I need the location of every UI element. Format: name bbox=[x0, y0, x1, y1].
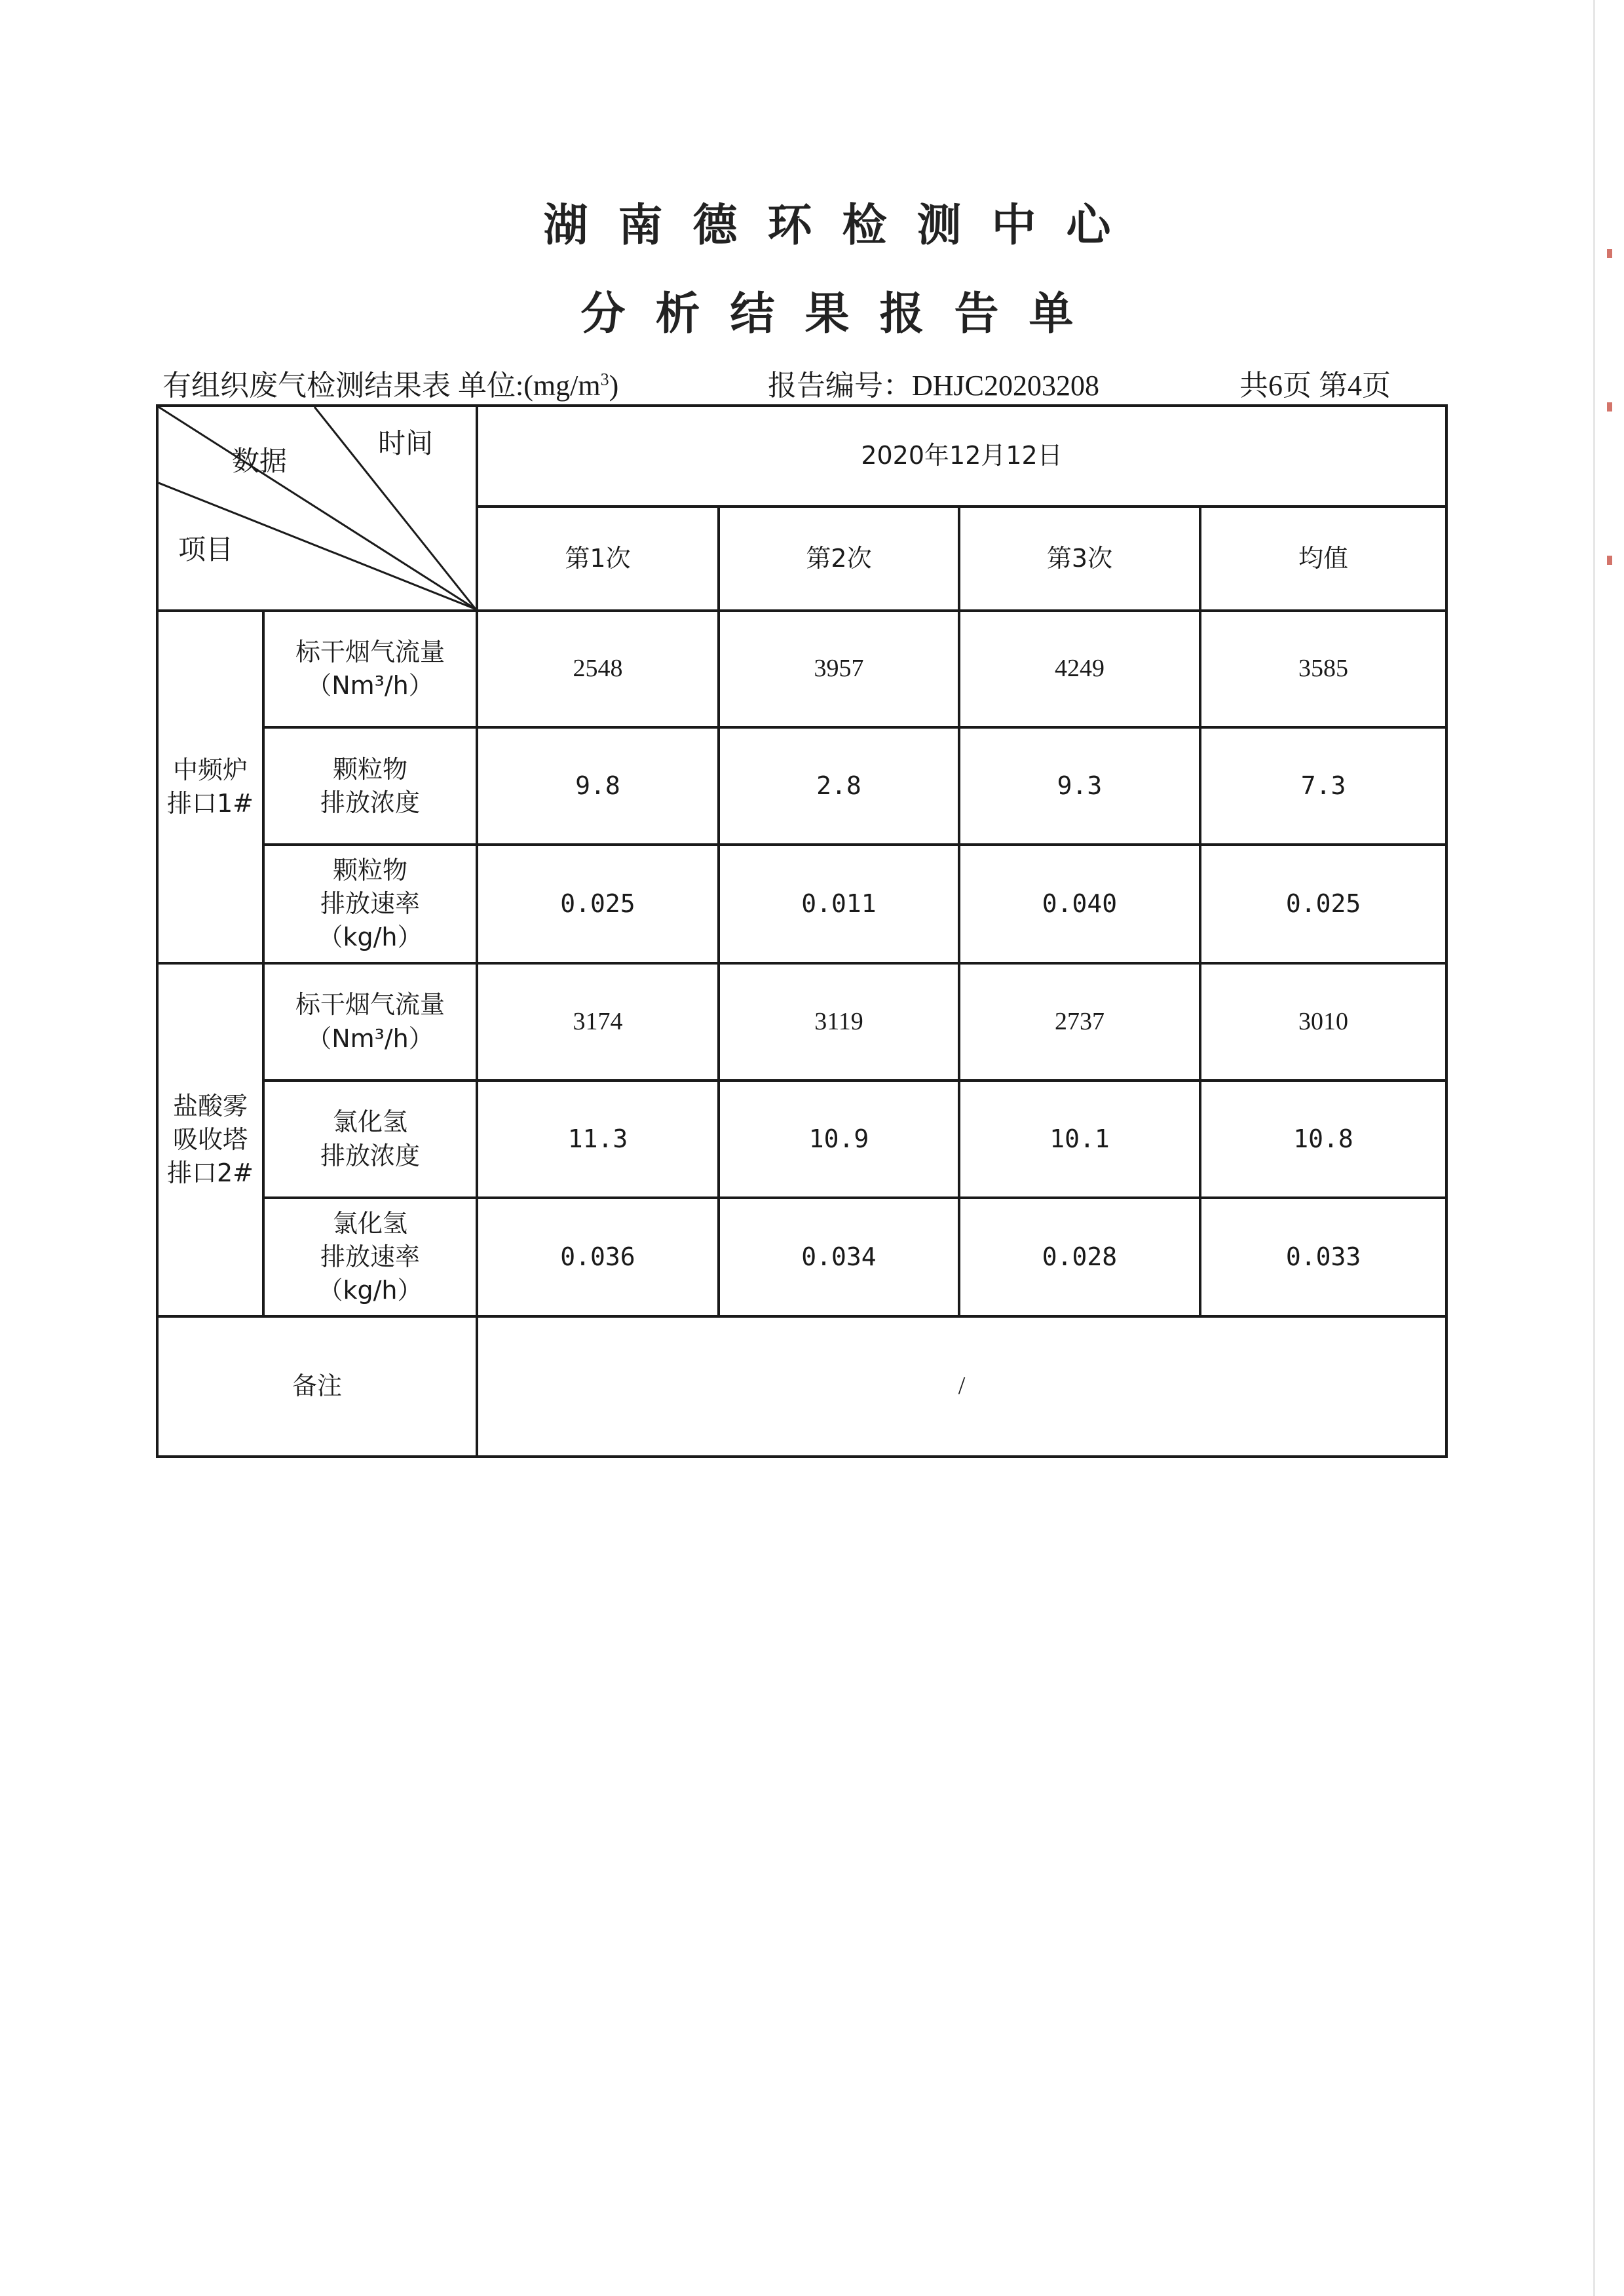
value-cell: 0.025 bbox=[477, 845, 719, 963]
document-title: 分析结果报告单 bbox=[580, 288, 1104, 340]
value-cell: 10.8 bbox=[1200, 1081, 1446, 1198]
column-header: 第1次 bbox=[477, 507, 719, 611]
value-cell: 10.9 bbox=[719, 1081, 959, 1198]
corner-time-label: 时间 bbox=[378, 427, 434, 459]
value-cell: 3585 bbox=[1200, 611, 1446, 728]
parameter-label-cell: 标干烟气流量 （Nm³/h） bbox=[263, 611, 477, 728]
value-cell: 0.028 bbox=[959, 1198, 1200, 1316]
value-cell: 2548 bbox=[477, 611, 719, 728]
table-row bbox=[157, 611, 1446, 728]
results-table bbox=[156, 404, 1448, 1458]
value-cell: 3119 bbox=[719, 963, 959, 1081]
table-row bbox=[157, 845, 1446, 963]
value-cell: 0.033 bbox=[1200, 1198, 1446, 1316]
table-row bbox=[157, 727, 1446, 845]
corner-item-label: 项目 bbox=[178, 533, 234, 565]
table-row bbox=[157, 963, 1446, 1081]
parameter-label-cell: 颗粒物 排放速率 （kg/h） bbox=[263, 845, 477, 963]
value-cell: 10.1 bbox=[959, 1081, 1200, 1198]
value-cell: 0.040 bbox=[959, 845, 1200, 963]
value-cell: 0.011 bbox=[719, 845, 959, 963]
report-number: 报告编号：DHJC20203208 bbox=[768, 370, 1100, 402]
parameter-label-cell: 氯化氢 排放速率 （kg/h） bbox=[263, 1198, 477, 1316]
corner-data-label: 数据 bbox=[232, 445, 288, 477]
column-header: 第2次 bbox=[719, 507, 959, 611]
value-cell: 0.025 bbox=[1200, 845, 1446, 963]
value-cell: 3174 bbox=[477, 963, 719, 1081]
remark-label: 备注 bbox=[157, 1316, 477, 1457]
value-cell: 9.8 bbox=[477, 727, 719, 845]
table-row bbox=[157, 1198, 1446, 1316]
organization-title: 湖南德环检测中心 bbox=[543, 199, 1141, 252]
table-row bbox=[157, 1081, 1446, 1198]
corner-header-cell bbox=[157, 406, 477, 611]
parameter-label-cell: 标干烟气流量 （Nm³/h） bbox=[263, 963, 477, 1081]
value-cell: 2.8 bbox=[719, 727, 959, 845]
value-cell: 0.034 bbox=[719, 1198, 959, 1316]
unit-superscript: 3 bbox=[600, 370, 609, 389]
value-cell: 11.3 bbox=[477, 1081, 719, 1198]
value-cell: 3957 bbox=[719, 611, 959, 728]
value-cell: 0.036 bbox=[477, 1198, 719, 1316]
group-name-cell: 盐酸雾 吸收塔 排口2# bbox=[157, 963, 263, 1316]
value-cell: 9.3 bbox=[959, 727, 1200, 845]
date-header: 2020年12月12日 bbox=[477, 406, 1446, 507]
value-cell: 7.3 bbox=[1200, 727, 1446, 845]
page-count: 共6页 第4页 bbox=[1239, 370, 1391, 402]
value-cell: 2737 bbox=[959, 963, 1200, 1081]
table-name: 有组织废气检测结果表 单位:(mg/m bbox=[162, 370, 601, 402]
remark-value: / bbox=[477, 1316, 1446, 1457]
value-cell: 4249 bbox=[959, 611, 1200, 728]
column-header: 第3次 bbox=[959, 507, 1200, 611]
value-cell: 3010 bbox=[1200, 963, 1446, 1081]
column-header: 均值 bbox=[1200, 507, 1446, 611]
page-edge-line bbox=[1593, 0, 1595, 2296]
table-caption bbox=[162, 362, 618, 401]
parameter-label-cell: 氯化氢 排放浓度 bbox=[263, 1081, 477, 1198]
remark-row bbox=[157, 1316, 1446, 1457]
group-name-cell: 中频炉 排口1# bbox=[157, 611, 263, 964]
parameter-label-cell: 颗粒物 排放浓度 bbox=[263, 727, 477, 845]
unit-close: ) bbox=[609, 370, 619, 402]
